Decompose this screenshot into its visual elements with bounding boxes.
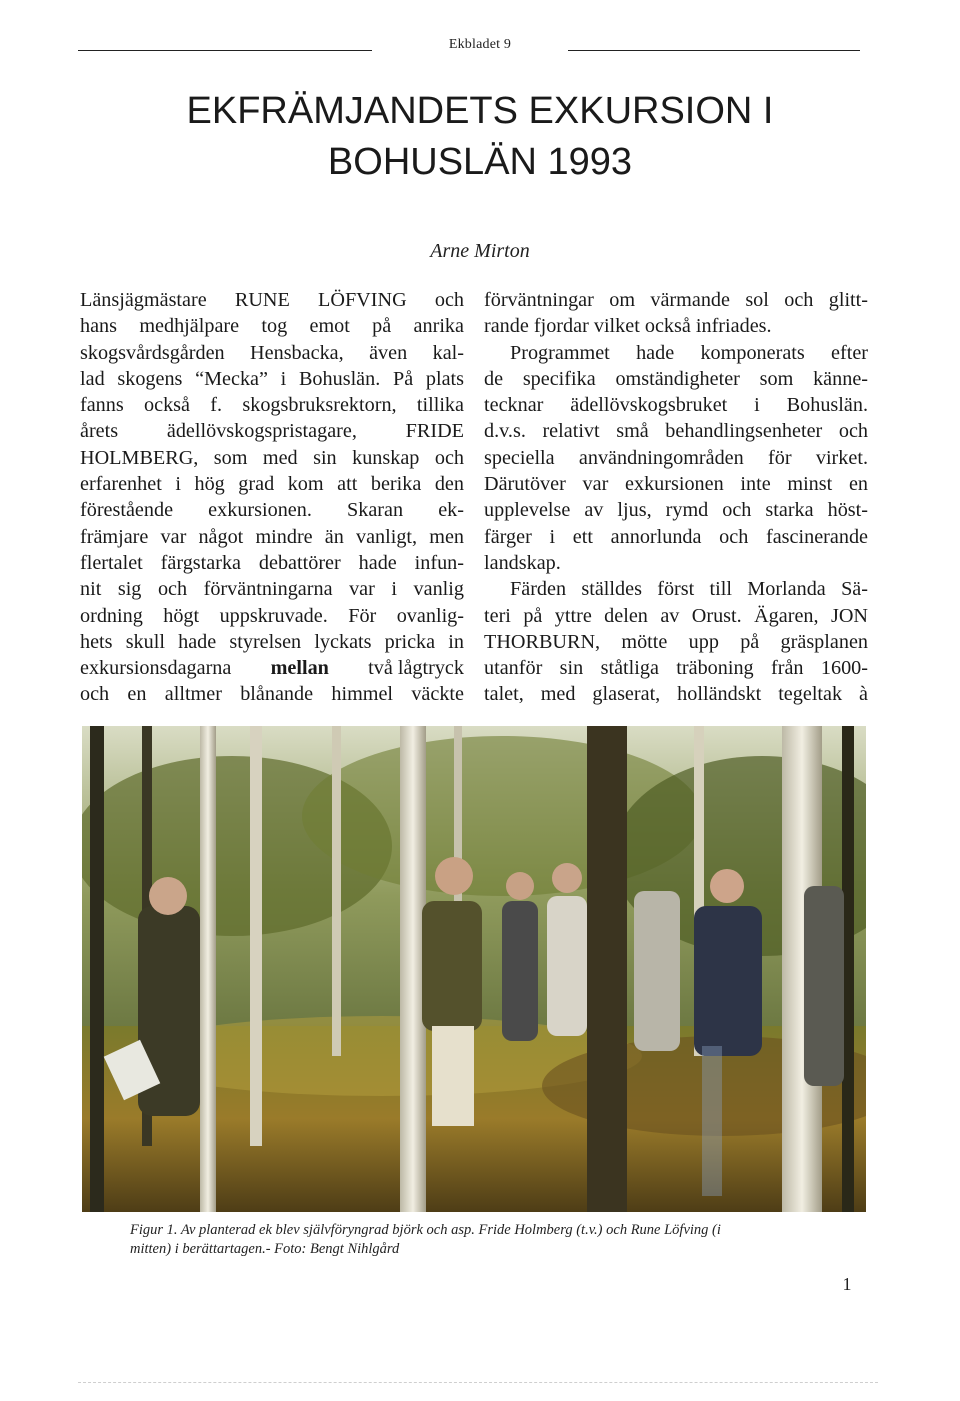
body-line: förväntningar om värmande sol och glitt- bbox=[484, 289, 868, 311]
title-line-2: BOHUSLÄN 1993 bbox=[327, 141, 633, 183]
body-line: de specifika omständigheter som känne- bbox=[484, 367, 868, 390]
body-line: Därutöver var exkursionen inte minst en bbox=[484, 473, 868, 496]
body-line: färger i ett annorlunda och fascinerande bbox=[484, 525, 868, 548]
body-line: ordning högt uppskruvade. För ovanlig- bbox=[80, 604, 464, 627]
body-line: årets ädellövskogspristagare, FRIDE bbox=[80, 420, 464, 443]
body-line: landskap. bbox=[484, 551, 561, 574]
body-line: tecknar ädellövskogsbruket i Bohuslän. bbox=[484, 394, 868, 417]
body-line: d.v.s. relativt små behandlingsenheter och bbox=[484, 420, 868, 443]
body-line: lad skogens “Mecka” i Bohuslän. På plats bbox=[80, 367, 464, 390]
body-line: talet, med glaserat, holländskt tegeltak à bbox=[484, 683, 868, 706]
body-line: hets skull hade styrelsen lyckats pricka in bbox=[80, 630, 464, 653]
header-rule-right bbox=[568, 50, 860, 51]
body-line: teri på yttre delen av Orust. Ägaren, JON bbox=[484, 604, 868, 627]
body-line: Länsjägmästare RUNE LÖFVING och bbox=[80, 289, 464, 311]
body-line: speciella användningområden för virket. bbox=[484, 446, 868, 469]
body-line: Färden ställdes först till Morlanda Sä- bbox=[510, 578, 868, 601]
article-title bbox=[80, 86, 880, 188]
body-line-mixed bbox=[80, 655, 464, 681]
page-number: 1 bbox=[842, 1274, 852, 1294]
body-line: fanns också f. skogsbruksrektorn, tillika bbox=[80, 394, 464, 417]
body-column-right bbox=[484, 287, 868, 708]
figure-caption bbox=[130, 1221, 840, 1259]
forest-group-photo bbox=[82, 726, 866, 1212]
caption-line-1: Figur 1. Av planterad ek blev självföryngrad björk och asp. Fride Holmberg (t.v.) och Rune Löfving (i bbox=[130, 1222, 721, 1238]
caption-line-2: mitten) i berättartagen.- Foto: Bengt Nihlgård bbox=[130, 1241, 400, 1257]
emphasis-word: mellan bbox=[270, 657, 329, 680]
body-text: exkursionsdagarna bbox=[80, 657, 232, 680]
body-line: THORBURN, mötte upp på gräsplanen bbox=[484, 630, 868, 653]
body-line: förestående exkursionen. Skaran ek- bbox=[80, 499, 464, 522]
body-line: nit sig och förväntningarna var i vanlig bbox=[80, 578, 464, 601]
body-line: skogsvårdsgården Hensbacka, även kal- bbox=[80, 341, 464, 364]
body-line: HOLMBERG, som med sin kunskap och bbox=[80, 446, 464, 469]
body-line: rande fjordar vilket också infriades. bbox=[484, 315, 772, 338]
body-text: två lågtryck bbox=[368, 657, 464, 680]
body-line: erfarenhet i hög grad kom att berika den bbox=[80, 473, 464, 496]
footer-rule bbox=[78, 1382, 878, 1383]
body-line: flertalet färgstarka debattörer hade infun- bbox=[80, 551, 464, 574]
body-line: upplevelse av ljus, rymd och starka höst- bbox=[484, 499, 868, 522]
header-rule-left bbox=[78, 50, 372, 51]
author-byline: Arne Mirton bbox=[430, 240, 530, 262]
body-line: främjare var något mindre än vanligt, men bbox=[80, 525, 464, 548]
body-line: utanför sin ståtliga träboning från 1600- bbox=[484, 657, 868, 680]
title-line-1: EKFRÄMJANDETS EXKURSION I bbox=[186, 90, 774, 132]
body-line: Programmet hade komponerats efter bbox=[510, 341, 868, 364]
body-line: och en alltmer blånande himmel väckte bbox=[80, 683, 464, 706]
running-head: Ekbladet 9 bbox=[448, 37, 512, 52]
body-column-left bbox=[80, 287, 464, 708]
body-line: hans medhjälpare tog emot på anrika bbox=[80, 315, 464, 338]
